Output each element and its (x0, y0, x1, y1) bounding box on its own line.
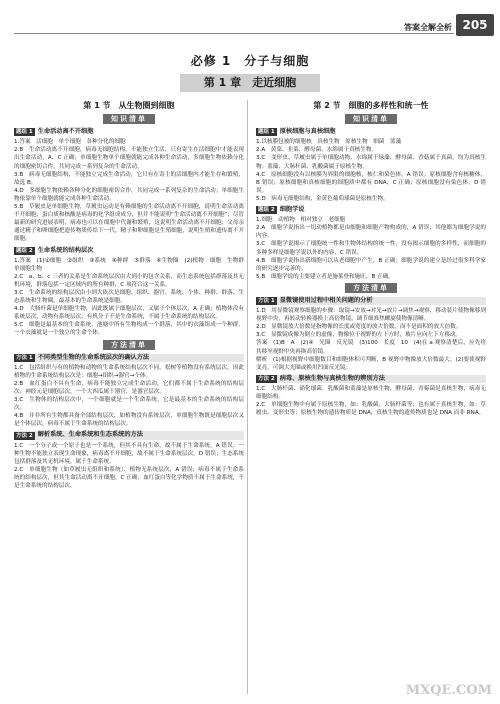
topic-tag: 题组 2 (16, 247, 33, 254)
section-title: 第 2 节 细胞的多样性和统一性 (313, 101, 429, 110)
module-title: 必修 1 分子与细胞 (190, 54, 310, 68)
answer-paragraph: 4.B 并非所有生物都具备全部结构层次，如植物没有系统层次，单细胞生物既是细胞层次又是个体层次，病毒不属于生命系统的结构层次。 (14, 413, 244, 428)
answer-paragraph: 1.C 一个分子或一个原子也是一个系统，但其不具有生命，故不属于生命系统，A 错误；一种生物不能独立表现生命现象，病毒离不开细胞，故不属于生命系统层次，D 错误；生态系统包括群落及其无机环境，属于生命系统。 (14, 442, 244, 465)
topic-heading (14, 247, 244, 255)
method-label: 方法清单 (14, 340, 244, 350)
method-tag: 方法 1 (16, 354, 33, 361)
answer-paragraph: 3.C 变形虫、草履虫属于单细胞动物、水绵属于绿藻、酵母菌、香菇属于真菌，均为真核生物；蓝藻、大肠杆菌、乳酸菌属于原核生物。 (256, 155, 486, 170)
answer-paragraph: 5.C 细胞是最基本的生命系统，池塘中所有生物构成一个群落，其中的衣藻组成一个种群，一个衣藻就是一个独立的生命个体。 (14, 322, 244, 337)
answer-paragraph: 5.B 细胞学说的主要建立者是施莱登和施旺，B 正确。 (256, 273, 394, 280)
answer-paragraph: 2.A 黄菜、韭菜、酵母菌、水绵属于真核生物。 (256, 147, 378, 154)
method-title: 不同类型生物的生命系统层次的确认方法 (37, 353, 150, 361)
answer-paragraph: 2.B 生命活动离不开细胞，病毒无细胞结构，不能独立生活，只有寄生在活细胞中才能表现出生命活动，A、C 正确；单细胞生物单个细胞就能完成各种生命活动，多细胞生物依赖分化的细胞密切合作，共同完成一系列复杂的生命活动。 (14, 147, 244, 170)
answer-paragraph: 2.A 细胞学说指出一切动植物都是由细胞和细胞产物构成的，A 错误；其他都为细胞学说的内容。 (256, 225, 486, 240)
header-label: 答案全解全析 (404, 23, 452, 32)
page-number: 205 (456, 14, 494, 36)
method-heading (14, 354, 244, 362)
answer-paragraph: 2.C 单细胞生物（如草履虫无组织和系统）、植物无系统层次，A 错误；病毒不属于生命系统的结构层次，但其生命活动离不开细胞，C 正确；血红蛋白等化学物质不属于生命系统，不是生命系统的结构层次。 (14, 466, 244, 490)
answer-paragraph: 1.C 包括组织与有的植物和动物的生命系统结构层次不同，松树等植物没有系统层次，因此植物的生命系统结构层次是：细胞→组织→器官→个体。 (14, 364, 244, 379)
method-title: 显微镜使用过程中相关问题的分析 (279, 296, 373, 304)
answer-paragraph: 3.C 显微镜成像为倒立的虚像，物像位于视野的左下方时，玻片应向左下方移动。 (256, 332, 462, 339)
answer-paragraph: 3.B 病毒无细胞结构，不能独立完成生命活动，它只有在寄主的活细胞内才能生存和繁殖，故选 B。 (14, 171, 244, 186)
answer-paragraph: 5.B 草履虫是单细胞生物，草履虫运动是有赖细胞的生命活动离不开细胞，说明生命活动离不开细胞；蛋白质和核酸是病毒的化学组成成分，但并不能说明“生命活动离不开细胞”；尽管最新的研究进展表明，病毒也可以在细胞中代谢和繁殖，这说明生命活动离不开细胞；父母亲通过精子和卵细胞把遗传物质传给下一代，精子和卵细胞是生殖细胞，说明生殖和遗传离不开细胞。 (14, 204, 244, 243)
knowledge-label: 知识清单 (256, 114, 486, 124)
section-title: 第 1 节 从生物圈到细胞 (83, 101, 175, 110)
answer-paragraph: 1.以核膜包被的细胞核 真核生物 原核生物 细菌 蓝藻 (256, 139, 402, 146)
left-column (14, 98, 250, 490)
method-heading (256, 375, 486, 383)
method-heading (14, 431, 244, 439)
topic-tag: 题组 2 (258, 207, 275, 214)
answer-paragraph: 1.细胞 动植物 相对独立 老细胞 (256, 217, 346, 224)
answer-paragraph: 3.C 细胞学说揭示了细胞统一性和生物体结构的统一性，没有揭示细胞的多样性，而细胞的多种多样是细胞学说以外的内容，C 错误。 (256, 241, 486, 256)
knowledge-label: 知识清单 (14, 114, 244, 124)
topic-heading (256, 206, 486, 214)
topic-tag: 题组 1 (16, 129, 33, 136)
answer-paragraph: 2.B 血红蛋白不具有生命，病毒不能独立完成生命活动，它们都不属于生命系统的结构层次；神经元是细胞层次，一个大西瓜属于器官，是器官层次。 (14, 380, 244, 395)
method-tag: 方法 2 (258, 375, 275, 382)
header-rule (14, 33, 454, 34)
right-column (256, 98, 486, 417)
answer-paragraph: 4.D 多细胞生物依赖各种分化的细胞密切合作，共同完成一系列复杂的生命活动；单细胞生物依靠单个细胞就能完成各种生命活动。 (14, 187, 244, 202)
answer-paragraph: 2.C a、b、c 三者的关系是生命系统层次由大到小的包含关系，而生态系统包括群落及其无机环境，群落包括一定区域内的所有种群，C 项符合这一关系。 (14, 273, 244, 288)
answer-paragraph: 4.D 大肠杆菌是单细胞生物，因此既属于细胞层次，又属于个体层次，A 正确；植物体没有系统层次，动物有系统层次；有机分子不是生命系统，不属于生命系统的结构层次。 (14, 306, 244, 321)
topic-tag: 题组 1 (258, 129, 275, 136)
method-tag: 方法 1 (258, 298, 275, 305)
answer-paragraph: 3.C 生物体的结构层次中，一个细胞就是一个生命系统，它是最基本的生命系统的结构层次。 (14, 397, 244, 412)
answer-paragraph: 1.C 大肠杆菌、硝化细菌、乳酸菌和蓝藻是原核生物，酵母菌、青霉菌是真核生物，病毒无细胞结构。 (256, 385, 486, 400)
method-title: 解析系统、生命系统和生态系统的方法 (37, 431, 143, 439)
topic-title: 生命系统的结构层次 (37, 246, 94, 254)
answer-paragraph: 1.答案 (1)①细胞 ②组织 ③系统 ④种群 ⑤群落 ⑥生物圈 (2)植物 细胞 生物群 单细胞生物 (14, 257, 250, 272)
method-label: 方法清单 (256, 283, 486, 293)
answer-paragraph: 1.D 用显微镜观察细胞的步骤：取镜→安放→对光→放片→调焦→观察，移动装片使物像移到视野中央，再转动转换器换上高倍物镜，调节细准焦螺旋使物像清晰。 (256, 308, 486, 323)
method-tag: 方法 2 (16, 432, 33, 439)
answer-paragraph: 4.C 原核细胞没有以核膜为界限的细胞核，核仁和染色体，A 错误；原核细胞含有核糖体，B 错误；原核细胞和真核细胞的细胞质中都有 DNA，C 正确；原核细胞没有染色体，D 错误。 (256, 171, 486, 194)
column-divider (247, 100, 248, 694)
chapter-title: 第 1 章 走近细胞 (180, 74, 320, 92)
topic-title: 生命活动离不开细胞 (37, 128, 94, 136)
answer-paragraph: 5.D 病毒无细胞结构，金黄色葡萄球菌是原核生物。 (256, 195, 389, 202)
answer-paragraph: 4.B 细胞学说指出新细胞可以从老细胞中产生，B 正确；细胞学说的建立是经过很多科学家的研究逐步完善的。 (256, 257, 486, 272)
topic-title: 原核细胞与真核细胞 (279, 128, 336, 136)
answer-paragraph: 1.答案 活细胞 单个细胞 各种分化的细胞 (14, 139, 126, 146)
method-heading (256, 297, 486, 305)
method-title: 病毒、原核生物与真核生物的辨别方法 (279, 374, 385, 382)
answer-paragraph: 2.C 单细胞生物中有属于原核生物，如：乳酸菌、大肠杆菌等；也有属于真核生物，如：草履虫、变形虫等；原核生物的遗传物质是 DNA，真核生物的遗传物质也是 DNA 而非 RNA。 (256, 402, 486, 417)
page-header (0, 0, 500, 40)
answer-paragraph: 答案 (1)B A (2)④ 光圈 反光镜 (3)100 长度 10 (4)在 a 观察清楚后，应先将其移至视野中央再换高倍镜。 (256, 340, 486, 355)
topic-heading (14, 128, 244, 136)
answer-paragraph: 3.C 生命系统的结构层次由小到大依次是细胞、组织、器官、系统、个体、种群、群落、生态系统和生物圈，最基本的生命系统是细胞。 (14, 289, 244, 305)
site-watermark: MXQE.COM (405, 683, 492, 698)
answer-paragraph: 解析 (1)根据视野中细胞数目和细胞体积可判断，B 视野中物像放大倍数最大。(2)要使视野变亮，可调大光圈或换用凹面反光镜。 (256, 356, 486, 371)
topic-title: 细胞学说 (279, 206, 305, 214)
answer-paragraph: 2.D 显微镜放大倍数是指物像的长度或宽度的放大倍数，而不是面积的放大倍数。 (256, 324, 462, 331)
topic-heading (256, 128, 486, 136)
